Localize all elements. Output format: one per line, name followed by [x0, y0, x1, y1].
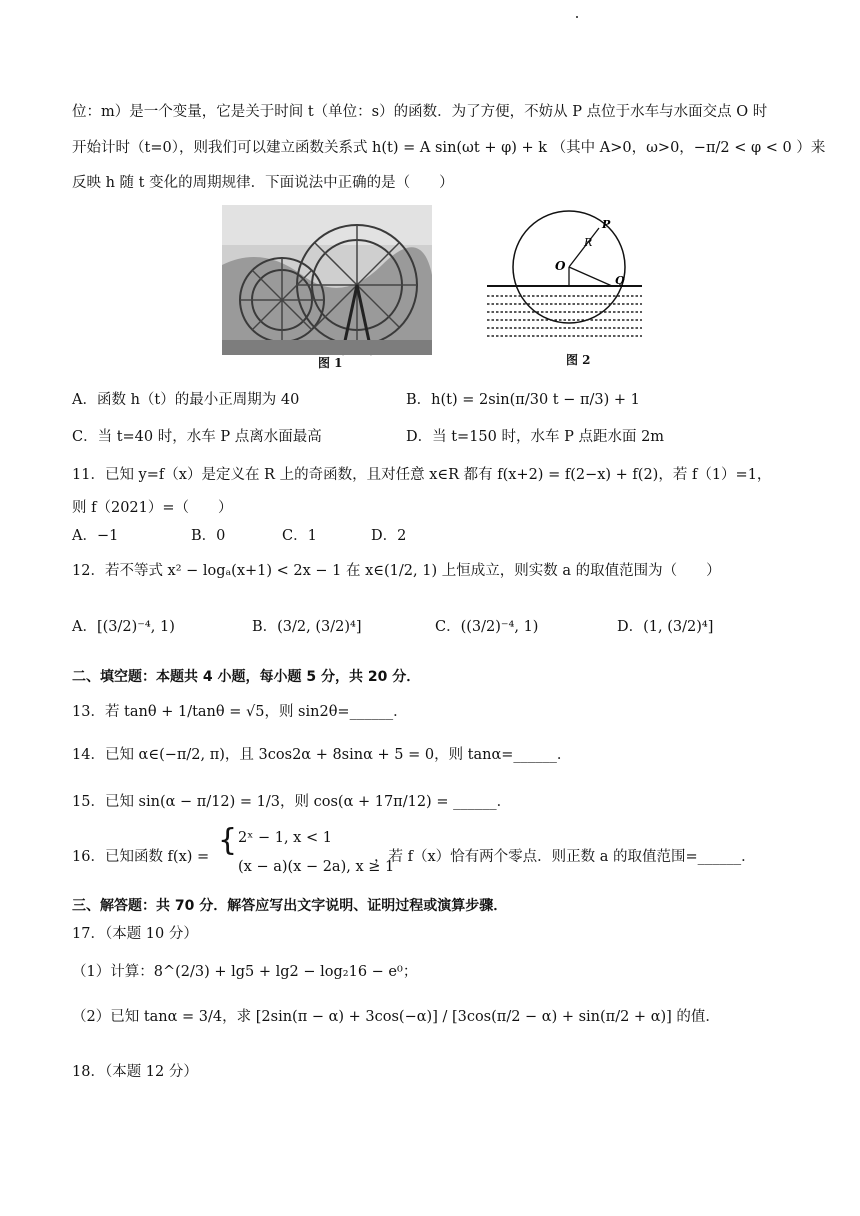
q11-option-d: D．2 [371, 528, 407, 544]
section-3-heading: 三、解答题：共 70 分．解答应写出文字说明、证明过程或演算步骤． [72, 898, 508, 914]
q11-option-a: A．−1 [72, 528, 119, 544]
q10-option-d: D．当 t=150 时，水车 P 点距水面 2m [406, 429, 665, 445]
top-mark [576, 16, 578, 18]
q16-prefix: 16．已知函数 f(x) = [72, 849, 210, 865]
q16-case-1: 2ˣ − 1, x < 1 [238, 830, 332, 846]
q11-line2: 则 f（2021）=（ ） [72, 500, 233, 516]
q14: 14．已知 α∈(−π/2, π)，且 3cos2α + 8sinα + 5 = 0，则 tanα=______． [72, 747, 572, 763]
q12-option-c: C．((3/2)⁻⁴, 1) [435, 619, 539, 635]
q10-option-c: C．当 t=40 时，水车 P 点离水面最高 [72, 429, 322, 445]
q12-option-d: D．(1, (3/2)⁴] [617, 619, 714, 635]
q16-brace: { [218, 823, 238, 858]
section-2-heading: 二、填空题：本题共 4 小题，每小题 5 分，共 20 分． [72, 669, 421, 685]
label-R: R [584, 236, 593, 249]
figure-1-caption: 图 1 [318, 356, 343, 370]
q11-option-b: B．0 [191, 528, 226, 544]
q12-line1: 12．若不等式 x² − logₐ(x+1) < 2x − 1 在 x∈(1/2, 1) 上恒成立，则实数 a 的取值范围为（ ） [72, 563, 721, 579]
q17-part-1: （1）计算：8^(2/3) + lg5 + lg2 − log₂16 − e⁰； [72, 964, 418, 980]
q11-line1: 11．已知 y=f（x）是定义在 R 上的奇函数，且对任意 x∈R 都有 f(x+2) = f(2−x) + f(2)，若 f（1）=1， [72, 467, 772, 483]
figure-2-circle-diagram [487, 200, 642, 354]
q10-line1: 位：m）是一个变量，它是关于时间 t（单位：s）的函数．为了方便，不妨从 P 点位于水车与水面交点 O 时 [72, 104, 768, 120]
q11-option-c: C．1 [282, 528, 317, 544]
figure-1-waterwheel-photo [222, 205, 432, 374]
q12-option-b: B．(3/2, (3/2)⁴] [252, 619, 362, 635]
q16-case-2: (x − a)(x − 2a), x ≥ 1 [238, 859, 395, 875]
q10-option-a: A．函数 h（t）的最小正周期为 40 [72, 392, 300, 408]
q16-suffix: ，若 f（x）恰有两个零点．则正数 a 的取值范围=______． [374, 849, 756, 865]
label-O: O [555, 259, 566, 273]
q13: 13．若 tanθ + 1/tanθ = √5，则 sin2θ=______． [72, 704, 408, 720]
figure-2-caption: 图 2 [566, 353, 591, 367]
q12-option-a: A．[(3/2)⁻⁴, 1) [72, 619, 175, 635]
q10-option-b: B．h(t) = 2sin(π/30 t − π/3) + 1 [406, 392, 640, 408]
q17-part-2: （2）已知 tanα = 3/4，求 [2sin(π − α) + 3cos(−α)] / [3cos(π/2 − α) + sin(π/2 + α)] 的值． [72, 1009, 720, 1025]
q17-title: 17．（本题 10 分） [72, 926, 198, 942]
label-Q: Q [615, 274, 625, 287]
q10-line3: 反映 h 随 t 变化的周期规律．下面说法中正确的是（ ） [72, 175, 454, 191]
q10-line2: 开始计时（t=0），则我们可以建立函数关系式 h(t) = A sin(ωt + φ) + k （其中 A>0，ω>0，−π/2 < φ < 0 ）来 [72, 140, 826, 156]
q18-title: 18．（本题 12 分） [72, 1064, 198, 1080]
label-P: P [602, 218, 611, 231]
q15: 15．已知 sin(α − π/12) = 1/3，则 cos(α + 17π/12) = ______． [72, 794, 512, 810]
